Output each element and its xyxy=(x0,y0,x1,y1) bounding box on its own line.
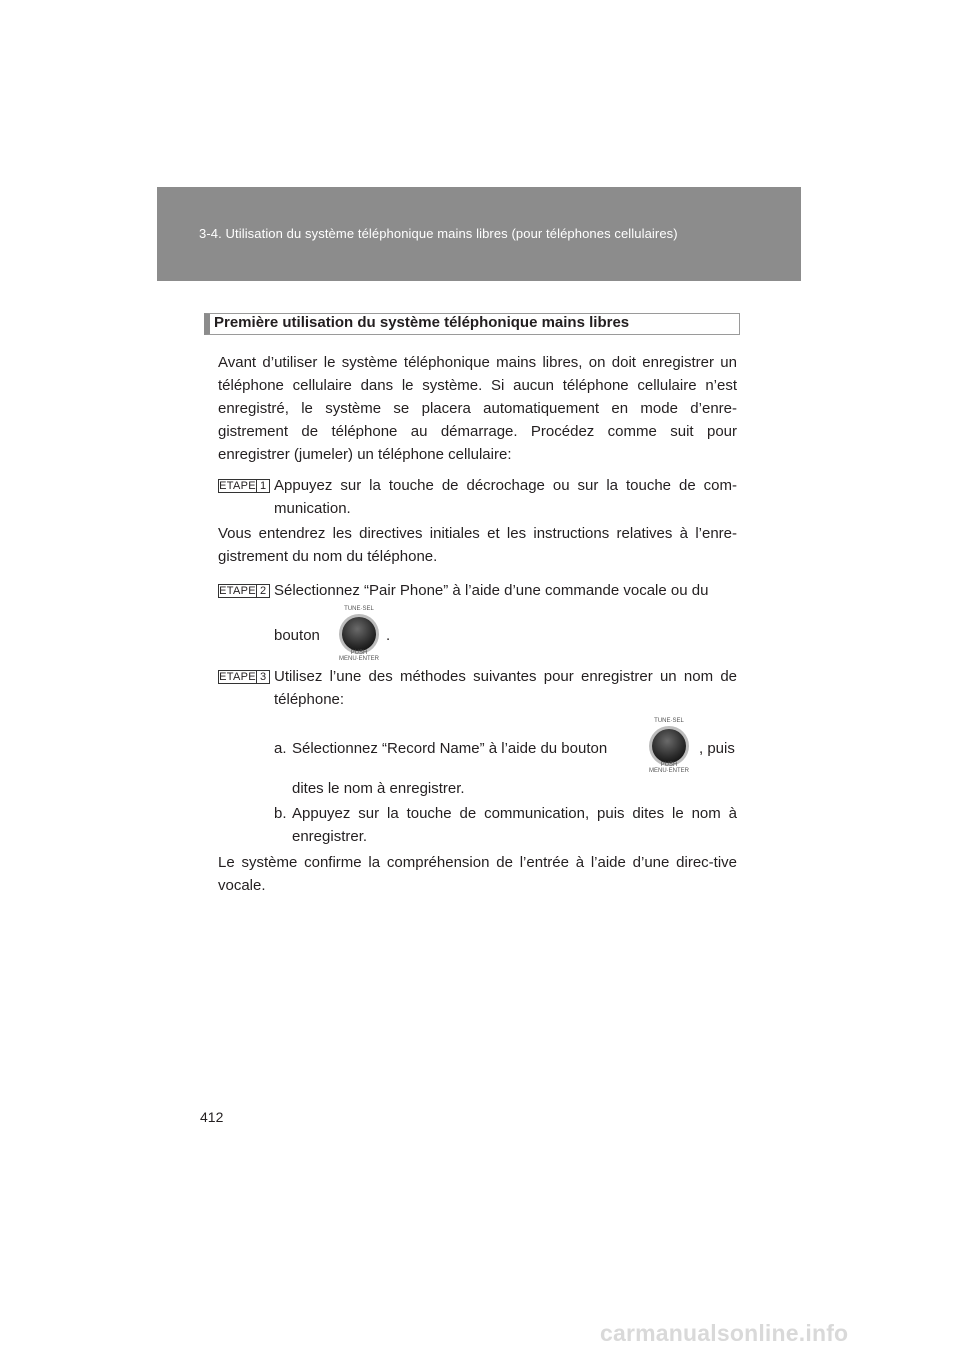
chapter-header: 3-4. Utilisation du système téléphonique mains libres (pour téléphones cellulaires) xyxy=(199,226,678,241)
option-b-prefix: b. xyxy=(274,805,287,822)
step-2-badge: ETAPE 2 xyxy=(218,584,270,598)
option-a-prefix: a. xyxy=(274,740,287,757)
tune-sel-knob: TUNE·SEL PUSH MENU·ENTER xyxy=(640,718,698,774)
step-1-text: Appuyez sur la touche de décrochage ou sur la touche de com-munication. xyxy=(274,477,737,517)
option-a-suffix: , puis xyxy=(699,740,735,757)
option-a-text-2: dites le nom à enregistrer. xyxy=(292,780,465,797)
option-a-text: Sélectionnez “Record Name” à l’aide du bouton xyxy=(292,740,608,757)
option-b-text: Appuyez sur la touche de communication, puis dites le nom à enregistrer. xyxy=(292,805,737,845)
tune-sel-knob: TUNE·SEL PUSH MENU·ENTER xyxy=(330,606,388,662)
intro-paragraph: Avant d’utiliser le système téléphonique mains libres, on doit enregistrer un téléphone cellulaire dans le système. Si aucun téléphone cellulaire n’est enregistré, le système se placera automatiquement en mode d’enre-gistrement de téléphone au démarrage. Procédez comme suit pour enregistrer (jumeler) un téléphone cellulaire: xyxy=(218,354,737,463)
step-2-period: . xyxy=(386,627,391,644)
step-1-followup: Vous entendrez les directives initiales et les instructions relatives à l’enre-gistrement du nom du téléphone. xyxy=(218,525,737,565)
step-2-bouton: bouton xyxy=(274,627,320,644)
step-2-text: Sélectionnez “Pair Phone” à l’aide d’une commande vocale ou du xyxy=(274,582,709,599)
step-1-badge: ETAPE 1 xyxy=(218,479,270,493)
step-3-text: Utilisez l’une des méthodes suivantes pour enregistrer un nom de téléphone: xyxy=(274,668,737,708)
step-3-badge: ETAPE 3 xyxy=(218,670,270,684)
page-number: 412 xyxy=(200,1109,224,1125)
watermark: carmanualsonline.info xyxy=(600,1320,849,1346)
section-title: Première utilisation du système téléphonique mains libres xyxy=(214,314,630,331)
closing-paragraph: Le système confirme la compréhension de l’entrée à l’aide d’une direc-tive vocale. xyxy=(218,854,737,894)
